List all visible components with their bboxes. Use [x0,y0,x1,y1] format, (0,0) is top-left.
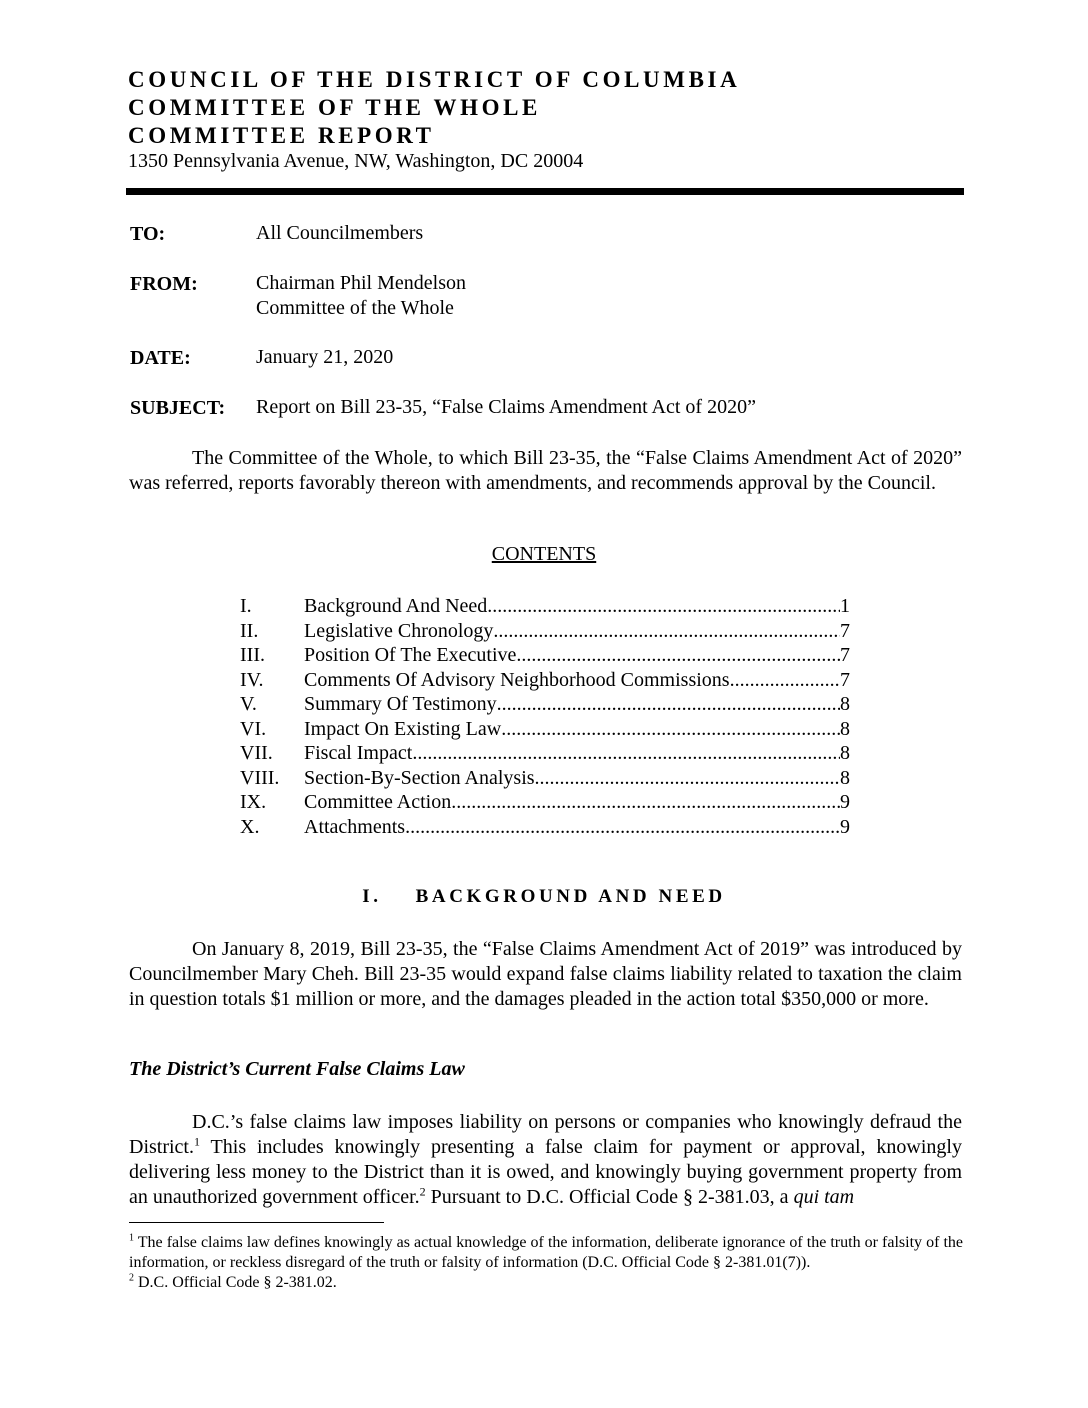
toc-leader-dots [730,668,840,693]
toc-page-number: 7 [840,619,850,642]
memo-from-label: FROM: [130,273,198,295]
toc-entry[interactable] [240,741,850,766]
false-claims-paragraph [129,1110,962,1210]
section-heading [0,886,1088,908]
toc-entry[interactable] [240,643,850,668]
para-text: D.C.’s false claims law imposes liability on persons or companies who knowingly defraud the District. [129,1111,962,1158]
memo-date: January 21, 2020 [256,346,394,368]
footnote-ref[interactable]: 2 [419,1184,426,1199]
toc-entry[interactable] [240,692,850,717]
toc-title: Impact On Existing Law [304,717,502,740]
toc-page-number: 8 [840,766,850,789]
toc-leader-dots [451,790,840,815]
table-of-contents [240,594,850,839]
footnote-2 [129,1273,963,1293]
toc-page-number: 9 [840,791,850,813]
section-title: BACKGROUND AND NEED [415,886,726,907]
toc-page-number: 7 [840,668,850,691]
section-number: I. [362,886,382,907]
header-committee: COMMITTEE OF THE WHOLE [128,95,541,120]
toc-number: VII. [240,742,273,764]
toc-entry[interactable] [240,668,850,693]
subheading: The District’s Current False Claims Law [129,1058,465,1080]
toc-title: Section-By-Section Analysis [304,766,535,789]
memo-to: All Councilmembers [256,222,424,244]
intro-paragraph: The Committee of the Whole, to which Bill 23-35, the “False Claims Amendment Act of 2020” was referred, reports favorably thereon with amendments, and recommends approval by the Council. [129,447,962,494]
toc-title: Summary Of Testimony [304,693,497,715]
toc-title: Attachments [304,815,406,838]
toc-page-number: 8 [840,717,850,740]
toc-page-number: 9 [840,815,850,838]
toc-entry[interactable] [240,790,850,815]
toc-number: VI. [240,717,267,740]
toc-title: Committee Action [304,791,452,813]
toc-leader-dots [412,741,840,766]
memo-from-name: Chairman Phil Mendelson [256,272,466,294]
memo-subject-label: SUBJECT: [130,397,226,419]
toc-entry[interactable] [240,594,850,619]
contents-title: CONTENTS [491,543,597,565]
toc-leader-dots [493,619,840,644]
para-italic-text: qui tam [793,1186,855,1208]
memo-from-committee: Committee of the Whole [256,297,454,319]
header-rule [126,188,964,195]
header-council: COUNCIL OF THE DISTRICT OF COLUMBIA [128,67,741,92]
toc-number: VIII. [240,766,280,789]
footnote-ref[interactable]: 1 [194,1134,200,1149]
memo-date-label: DATE: [130,347,191,369]
footnote-rule [129,1222,384,1223]
para-text: This includes knowingly presenting a false claim for payment or approval, knowingly delivering less money to the District than it is owed, and knowingly buying government property from an unauthorized government officer. [129,1136,962,1208]
toc-title: Legislative Chronology [304,619,494,642]
header-address: 1350 Pennsylvania Avenue, NW, Washington, DC 20004 [128,150,584,172]
toc-page-number: 8 [840,742,850,764]
toc-title: Position Of The Executive [304,644,517,666]
toc-number: V. [240,693,257,715]
memo-to-label: TO: [130,223,166,245]
footnote-mark: 1 [129,1232,134,1244]
memo-from [256,271,466,321]
toc-page-number: 8 [840,693,850,715]
toc-leader-dots [405,815,840,840]
toc-title: Comments Of Advisory Neighborhood Commissions [304,668,730,691]
footnote-text: The false claims law defines knowingly as actual knowledge of the information, deliberate ignorance of the truth or falsity of the information, or reckless disregard of the truth or falsity of information (D.C. Official Code § 2-381.01(7)). [129,1234,963,1271]
footnote-1 [129,1233,963,1273]
para-text: Pursuant to D.C. Official Code § 2-381.03, a [425,1186,794,1208]
toc-entry[interactable] [240,717,850,742]
toc-leader-dots [535,766,840,791]
toc-entry[interactable] [240,766,850,791]
toc-title: Fiscal Impact [304,742,413,764]
footnote-text: D.C. Official Code § 2-381.02. [134,1274,337,1291]
toc-number: IX. [240,791,267,813]
toc-title: Background And Need [304,595,488,617]
toc-page-number: 7 [840,644,850,666]
toc-leader-dots [487,594,840,619]
memo-subject: Report on Bill 23-35, “False Claims Amendment Act of 2020” [256,396,756,418]
footnotes [129,1233,963,1293]
toc-leader-dots [497,692,840,717]
toc-number: III. [240,644,265,666]
toc-leader-dots [516,643,840,668]
toc-leader-dots [501,717,840,742]
toc-entry[interactable] [240,619,850,644]
footnote-mark: 2 [129,1272,134,1284]
toc-number: IV. [240,668,264,691]
toc-number: X. [240,815,260,838]
header-report: COMMITTEE REPORT [128,123,435,148]
toc-entry[interactable] [240,815,850,840]
toc-page-number: 1 [840,595,850,617]
background-paragraph: On January 8, 2019, Bill 23-35, the “False Claims Amendment Act of 2019” was introduced by Councilmember Mary Cheh. Bill 23-35 would expand false claims liability related to taxation the claim in question totals $1 million or more, and the damages pleaded in the action total $350,000 or more. [129,938,962,1010]
toc-number: I. [240,595,252,617]
toc-number: II. [240,619,259,642]
